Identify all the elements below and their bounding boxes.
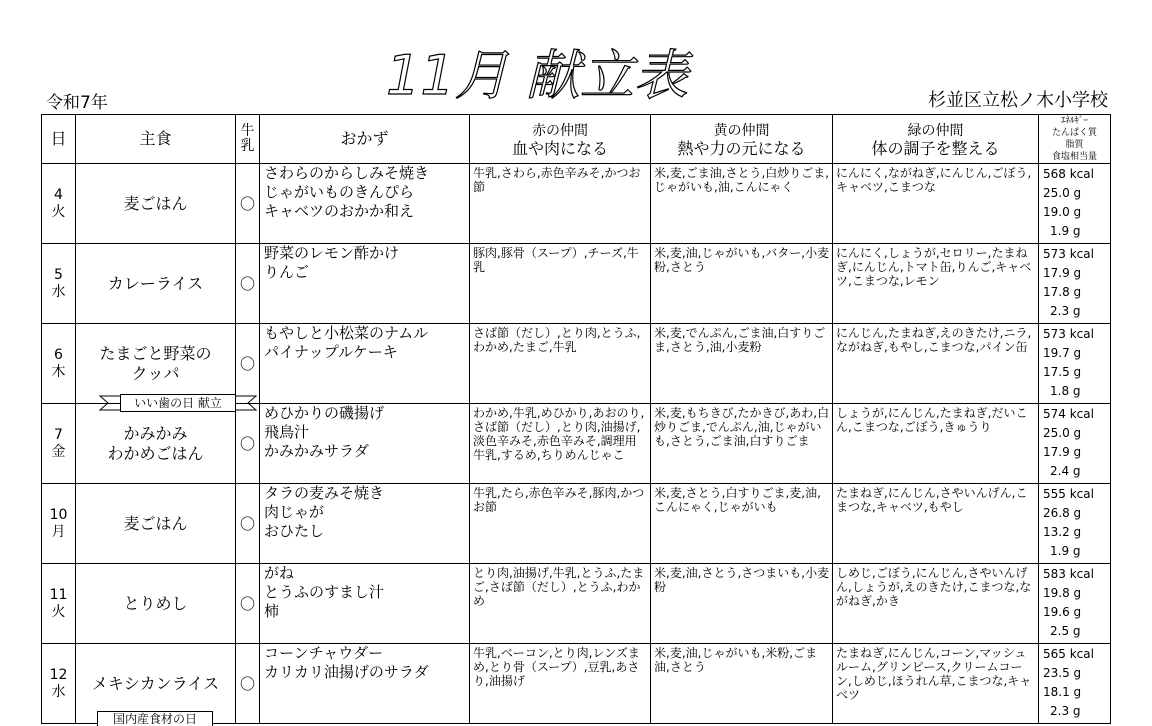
green-group-cell: しめじ,ごぼう,にんじん,さやいんげん,しょうが,えのきたけ,こまつな,ながねぎ,かき [833, 564, 1039, 644]
day-label: 7 金 [51, 426, 66, 460]
milk-mark: 〇 [236, 324, 260, 404]
page-title [386, 32, 726, 112]
red-group-cell: 牛乳,たら,赤色辛みそ,豚肉,かつお節 [470, 484, 651, 564]
nutrition-cell [1039, 164, 1111, 244]
menu-row [42, 324, 1111, 404]
milk-mark: 〇 [236, 484, 260, 564]
menu-table [41, 114, 1111, 724]
col-okazu: おかず [260, 115, 470, 164]
staple-cell [76, 324, 236, 404]
red-group-cell: とり肉,油揚げ,牛乳,とうふ,たまご,さば節（だし）,とうふ,わかめ [470, 564, 651, 644]
day-label: 12 水 [49, 666, 68, 700]
nutrition-cell [1039, 244, 1111, 324]
day-cell [42, 324, 76, 404]
yellow-group-cell: 米,麦,油,じゃがいも,バター,小麦粉,さとう [651, 244, 833, 324]
milk-mark: 〇 [236, 164, 260, 244]
col-red-title: 赤の仲間 [532, 122, 588, 139]
nutrition-fat: 17.8 g [1043, 285, 1082, 299]
nutrition-cell [1039, 404, 1111, 484]
staple-label: メキシカンライス [91, 673, 220, 693]
nutrition-protein: 25.0 g [1043, 186, 1082, 200]
nutrition-salt: 2.4 g [1050, 464, 1081, 478]
okazu-cell: タラの麦みそ焼き 肉じゃが おひたし [260, 484, 470, 564]
yellow-group-cell: 米,麦,もちきび,たかきび,あわ,白炒りごま,でんぷん,油,じゃがいも,さとう,ごま油,白すりごま [651, 404, 833, 484]
menu-row [42, 484, 1111, 564]
green-group-cell: たまねぎ,にんじん,コーン,マッシュルーム,グリンピース,クリームコーン,しめじ,ほうれん草,こまつな,キャベツ [833, 644, 1039, 724]
col-nutr-protein: たんぱく質 [1051, 128, 1097, 138]
day-cell [42, 564, 76, 644]
col-nutr-fat: 脂質 [1065, 140, 1084, 150]
day-cell [42, 644, 76, 724]
col-yellow-sub: 熱や力の元になる [677, 138, 806, 158]
staple-label: かみかみ わかめごはん [107, 423, 204, 463]
staple-cell [76, 564, 236, 644]
menu-row [42, 164, 1111, 244]
nutrition-protein: 25.0 g [1043, 426, 1082, 440]
okazu-cell: 野菜のレモン酢かけ りんご [260, 244, 470, 324]
nutrition-energy: 573 kcal [1043, 247, 1094, 261]
okazu-cell: めひかりの磯揚げ 飛鳥汁 かみかみサラダ [260, 404, 470, 484]
nutrition-fat: 19.6 g [1043, 605, 1082, 619]
nutrition-cell [1039, 484, 1111, 564]
svg-text:11月 献立表: 11月 献立表 [386, 44, 688, 107]
col-nutr-salt: 食塩相当量 [1051, 152, 1097, 162]
col-red [470, 115, 651, 164]
yellow-group-cell: 米,麦,さとう,白すりごま,麦,油,こんにゃく,じゃがいも [651, 484, 833, 564]
nutrition-energy: 583 kcal [1043, 567, 1094, 581]
nutrition-fat: 18.1 g [1043, 685, 1082, 699]
green-group-cell: にんじん,たまねぎ,えのきたけ,ニラ,ながねぎ,もやし,こまつな,パイン缶 [833, 324, 1039, 404]
nutrition-cell [1039, 564, 1111, 644]
yellow-group-cell: 米,麦,油,さとう,さつまいも,小麦粉 [651, 564, 833, 644]
day-label: 4 火 [51, 186, 66, 220]
nutrition-salt: 2.3 g [1050, 304, 1081, 318]
col-day: 日 [42, 115, 76, 164]
okazu-cell: さわらのからしみそ焼き じゃがいものきんぴら キャベツのおかか和え [260, 164, 470, 244]
nutrition-fat: 17.9 g [1043, 445, 1082, 459]
nutrition-fat: 17.5 g [1043, 365, 1082, 379]
okazu-cell: もやしと小松菜のナムル パイナップルケーキ [260, 324, 470, 404]
day-cell [42, 484, 76, 564]
red-group-cell: さば節（だし）,とり肉,とうふ,わかめ,たまご,牛乳 [470, 324, 651, 404]
day-cell [42, 164, 76, 244]
milk-mark: 〇 [236, 404, 260, 484]
nutrition-energy: 565 kcal [1043, 647, 1094, 661]
green-group-cell: にんにく,しょうが,セロリー,たまねぎ,にんじん,トマト缶,りんご,キャベツ,こまつな,レモン [833, 244, 1039, 324]
staple-label: 麦ごはん [123, 193, 188, 213]
menu-row [42, 564, 1111, 644]
col-nutrition [1039, 115, 1111, 164]
col-milk [236, 115, 260, 164]
nutrition-energy: 568 kcal [1043, 167, 1094, 181]
nutrition-salt: 1.9 g [1050, 224, 1081, 238]
yellow-group-cell: 米,麦,でんぷん,ごま油,白すりごま,さとう,油,小麦粉 [651, 324, 833, 404]
red-group-cell: 豚肉,豚骨（スープ）,チーズ,牛乳 [470, 244, 651, 324]
menu-row [42, 244, 1111, 324]
nutrition-salt: 1.8 g [1050, 384, 1081, 398]
nutrition-protein: 19.8 g [1043, 586, 1082, 600]
col-green-sub: 体の調子を整える [871, 138, 1000, 158]
okazu-cell: コーンチャウダー カリカリ油揚げのサラダ [260, 644, 470, 724]
day-label: 5 水 [51, 266, 66, 300]
nutrition-energy: 573 kcal [1043, 327, 1094, 341]
green-group-cell: たまねぎ,にんじん,さやいんげん,こまつな,キャベツ,もやし [833, 484, 1039, 564]
nutrition-fat: 19.0 g [1043, 205, 1082, 219]
staple-cell [76, 396, 236, 484]
staple-label: とりめし [123, 593, 188, 613]
day-label: 10 月 [49, 506, 68, 540]
col-milk-label: 牛乳 [240, 123, 255, 154]
col-yellow [651, 115, 833, 164]
green-group-cell: にんにく,ながねぎ,にんじん,ごぼう,キャベツ,こまつな [833, 164, 1039, 244]
day-cell [42, 404, 76, 484]
staple-label: カレーライス [107, 273, 204, 293]
nutrition-salt: 2.5 g [1050, 624, 1081, 638]
staple-cell [76, 244, 236, 324]
yellow-group-cell: 米,麦,油,じゃがいも,米粉,ごま油,さとう [651, 644, 833, 724]
col-red-sub: 血や肉になる [511, 138, 608, 158]
red-group-cell: 牛乳,さわら,赤色辛みそ,かつお節 [470, 164, 651, 244]
menu-row [42, 404, 1111, 484]
staple-cell [76, 484, 236, 564]
partial-banner [75, 711, 237, 725]
col-green [833, 115, 1039, 164]
nutrition-cell [1039, 644, 1111, 724]
yellow-group-cell: 米,麦,ごま油,さとう,白炒りごま,じゃがいも,油,こんにゃく [651, 164, 833, 244]
nutrition-salt: 2.3 g [1050, 704, 1081, 718]
day-cell [42, 244, 76, 324]
nutrition-protein: 26.8 g [1043, 506, 1082, 520]
nutrition-protein: 23.5 g [1043, 666, 1082, 680]
milk-mark: 〇 [236, 564, 260, 644]
day-label: 11 火 [49, 586, 68, 620]
red-group-cell: 牛乳,ベーコン,とり肉,レンズまめ,とり骨（スープ）,豆乳,あさり,油揚げ [470, 644, 651, 724]
col-nutr-energy: ｴﾈﾙｷﾞｰ [1060, 116, 1088, 126]
green-group-cell: しょうが,にんじん,たまねぎ,だいこん,こまつな,ごぼう,きゅうり [833, 404, 1039, 484]
nutrition-salt: 1.9 g [1050, 544, 1081, 558]
staple-cell [76, 164, 236, 244]
col-yellow-title: 黄の仲間 [713, 122, 770, 139]
day-label: 6 木 [51, 346, 66, 380]
nutrition-energy: 555 kcal [1043, 487, 1094, 501]
event-banner-label: いい歯の日 献立 [120, 394, 236, 412]
nutrition-fat: 13.2 g [1043, 525, 1082, 539]
partial-banner-label: 国内産食材の日 [97, 711, 213, 726]
staple-label: たまごと野菜の クッパ [99, 343, 212, 383]
nutrition-energy: 574 kcal [1043, 407, 1094, 421]
col-staple: 主食 [76, 115, 236, 164]
milk-mark: 〇 [236, 244, 260, 324]
okazu-cell: がね とうふのすまし汁 柿 [260, 564, 470, 644]
nutrition-cell [1039, 324, 1111, 404]
event-banner [98, 394, 260, 412]
col-green-title: 緑の仲間 [907, 122, 964, 139]
nutrition-protein: 19.7 g [1043, 346, 1082, 360]
red-group-cell: わかめ,牛乳,めひかり,あおのり,さば節（だし）,とり肉,油揚げ,淡色辛みそ,赤色辛みそ,調理用牛乳,するめ,ちりめんじゃこ [470, 404, 651, 484]
milk-mark: 〇 [236, 644, 260, 724]
nutrition-protein: 17.9 g [1043, 266, 1082, 280]
era-label: 令和7年 [46, 93, 108, 113]
staple-label: 麦ごはん [123, 513, 188, 533]
school-name: 杉並区立松ノ木小学校 [928, 90, 1108, 111]
